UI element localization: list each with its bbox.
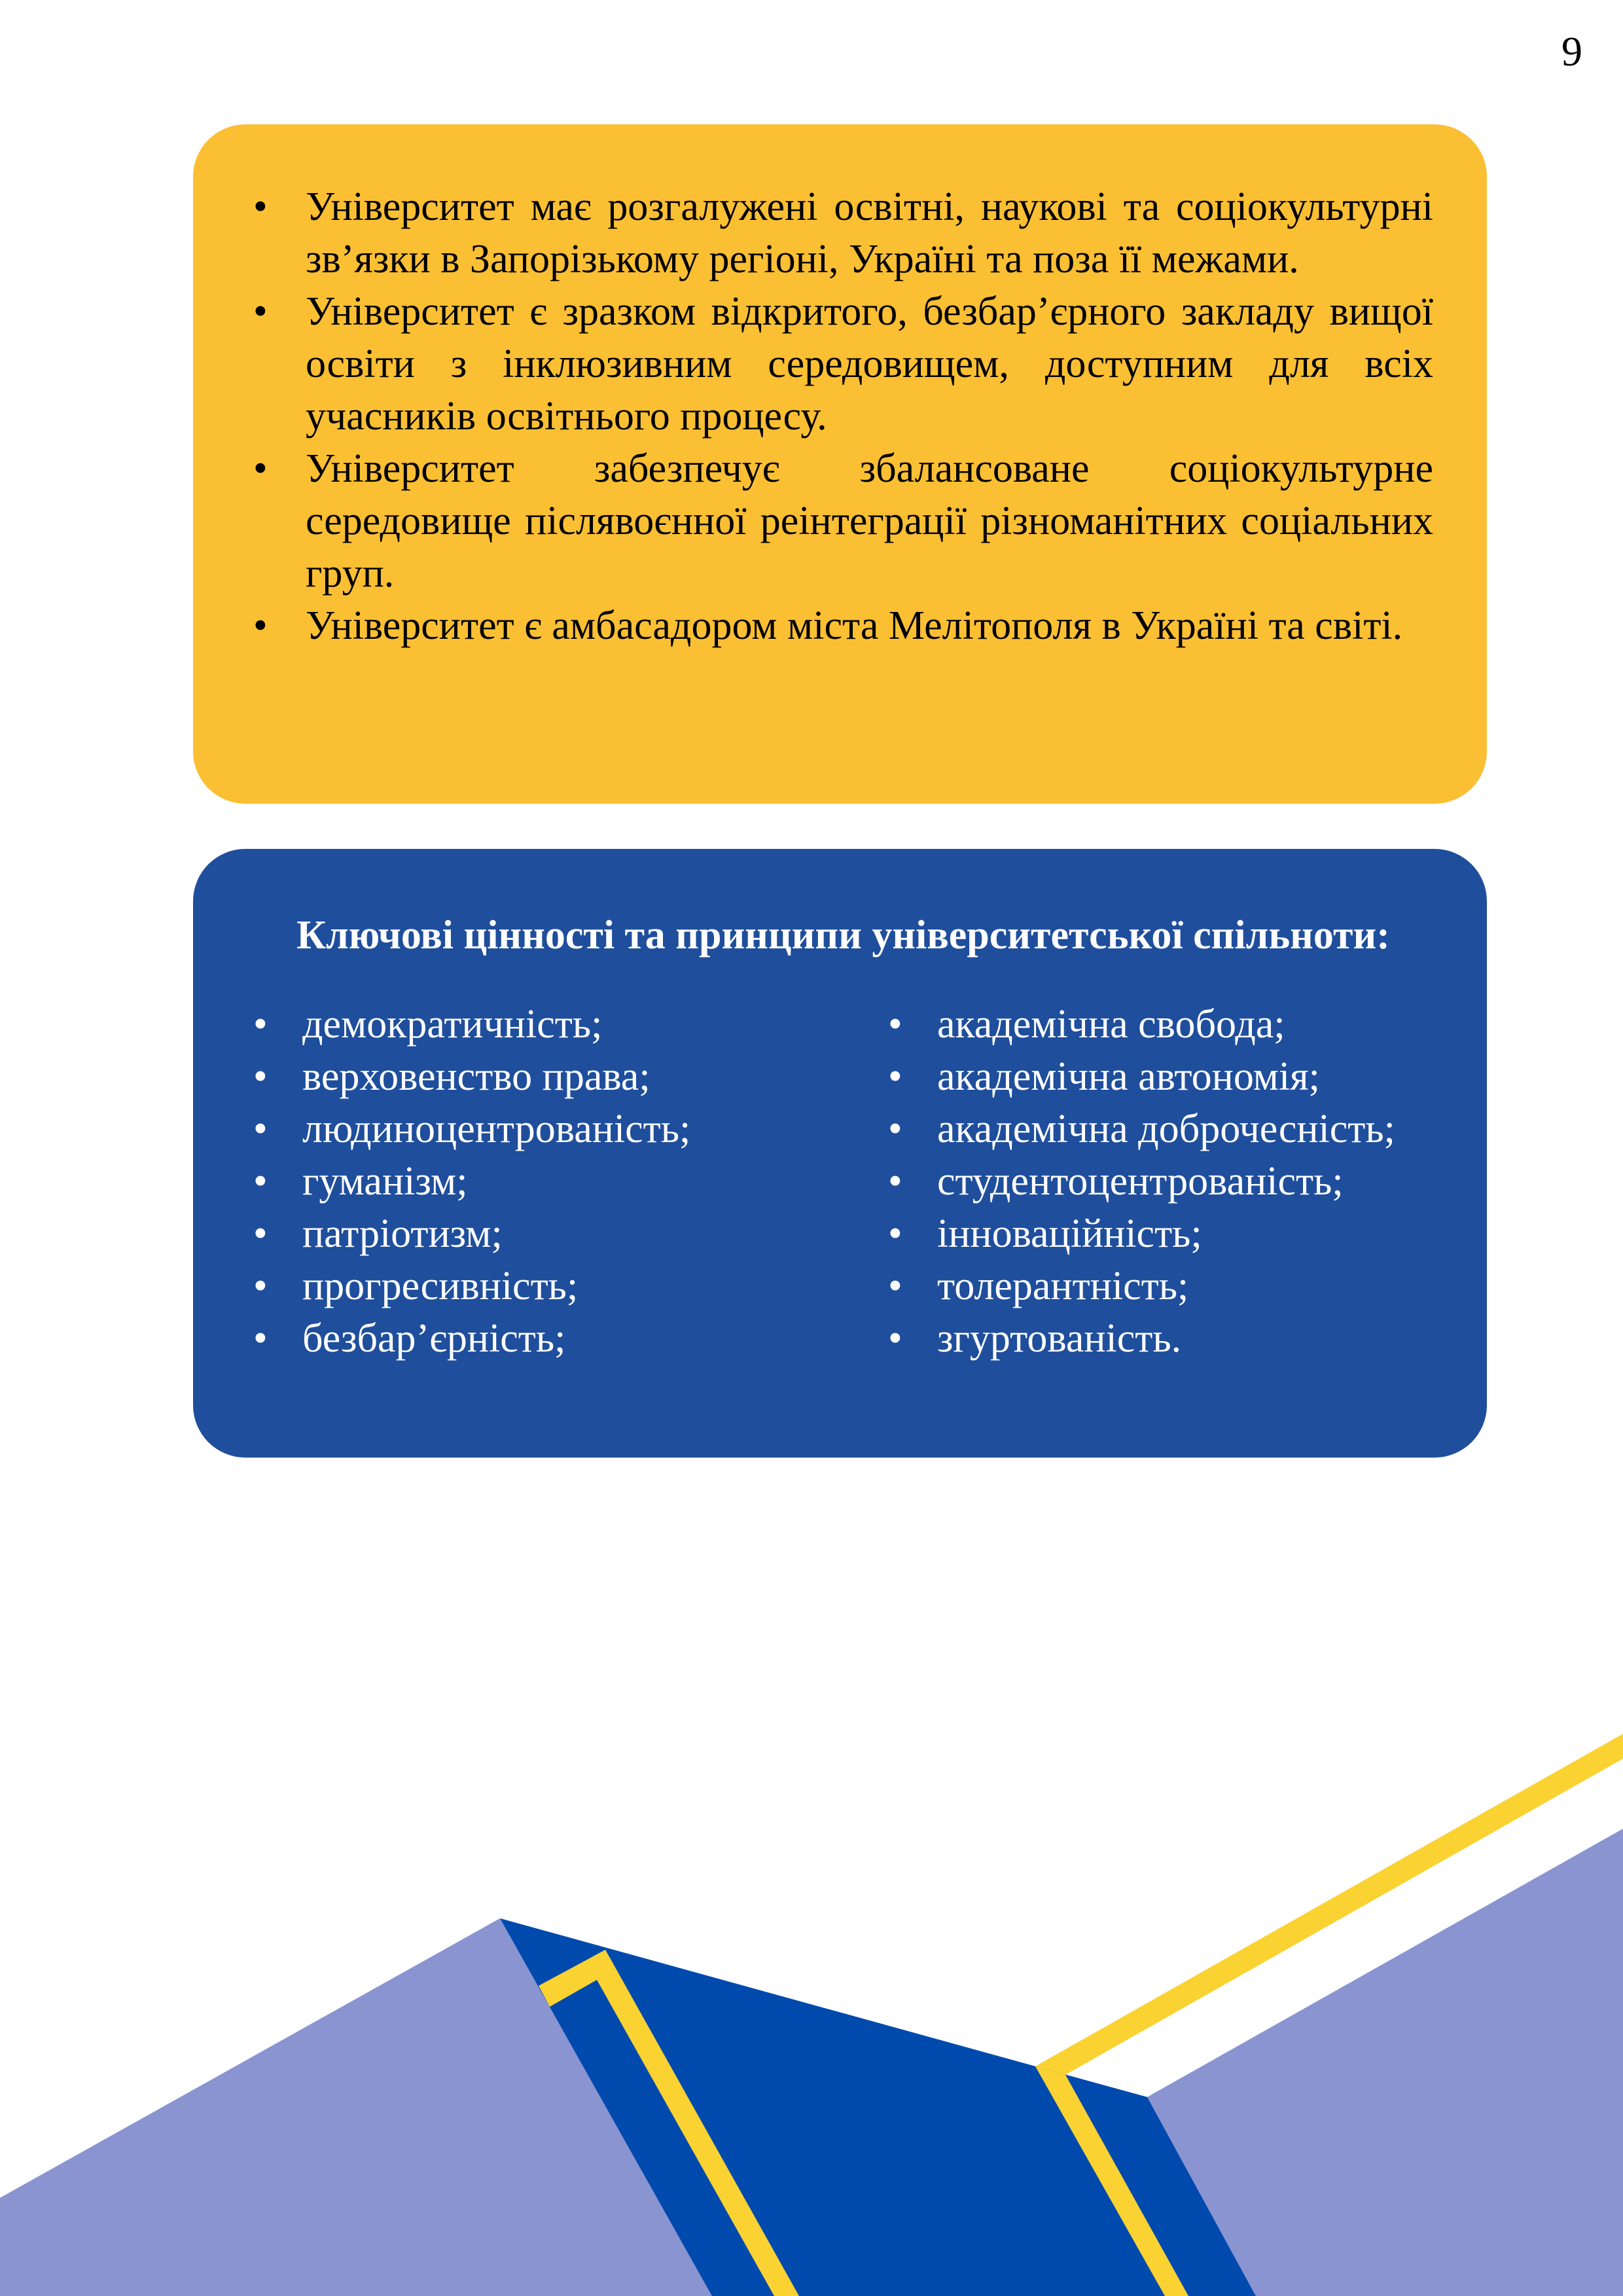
value-item: • студентоцентрованість;: [888, 1155, 1395, 1208]
value-item: • верховенство права;: [253, 1050, 888, 1103]
value-item: • демократичність;: [253, 998, 888, 1050]
values-columns: [253, 998, 1433, 1365]
value-item: • патріотизм;: [253, 1208, 888, 1260]
value-item: • академічна доброчесність;: [888, 1103, 1395, 1155]
value-item: • академічна автономія;: [888, 1050, 1395, 1103]
value-item: • згуртованість.: [888, 1312, 1395, 1365]
lavender-shape-right: [1147, 1829, 1623, 2296]
values-list-left: [253, 998, 888, 1365]
value-item: • академічна свобода;: [888, 998, 1395, 1050]
core-values-box: [193, 849, 1487, 1458]
feature-item: • Університет забезпечує збалансоване соціокультурне середовище післявоєнної реінтеграції різноманітних соціальних груп.: [253, 442, 1433, 600]
value-item: • толерантність;: [888, 1260, 1395, 1312]
values-list-right: [888, 998, 1395, 1365]
page-number: 9: [1561, 28, 1582, 75]
university-features-box: [193, 124, 1487, 804]
feature-item: • Університет є амбасадором міста Мелітополя в Україні та світі.: [253, 600, 1433, 652]
value-item: • безбар’єрність;: [253, 1312, 888, 1365]
feature-item: • Університет є зразком відкритого, безбар’єрного закладу вищої освіти з інклюзивним середовищем, доступним для всіх учасників освітнього процесу.: [253, 285, 1433, 442]
features-list: [253, 181, 1433, 652]
value-item: • гуманізм;: [253, 1155, 888, 1208]
values-title: Ключові цінності та принципи університетської спільноти:: [296, 913, 1390, 958]
feature-item: • Університет має розгалужені освітні, наукові та соціокультурні зв’язки в Запорізькому регіоні, Україні та поза її межами.: [253, 181, 1433, 285]
decorative-mountains-graphic: [0, 1702, 1623, 2296]
value-item: • прогресивність;: [253, 1260, 888, 1312]
value-item: • інноваційність;: [888, 1208, 1395, 1260]
value-item: • людиноцентрованість;: [253, 1103, 888, 1155]
